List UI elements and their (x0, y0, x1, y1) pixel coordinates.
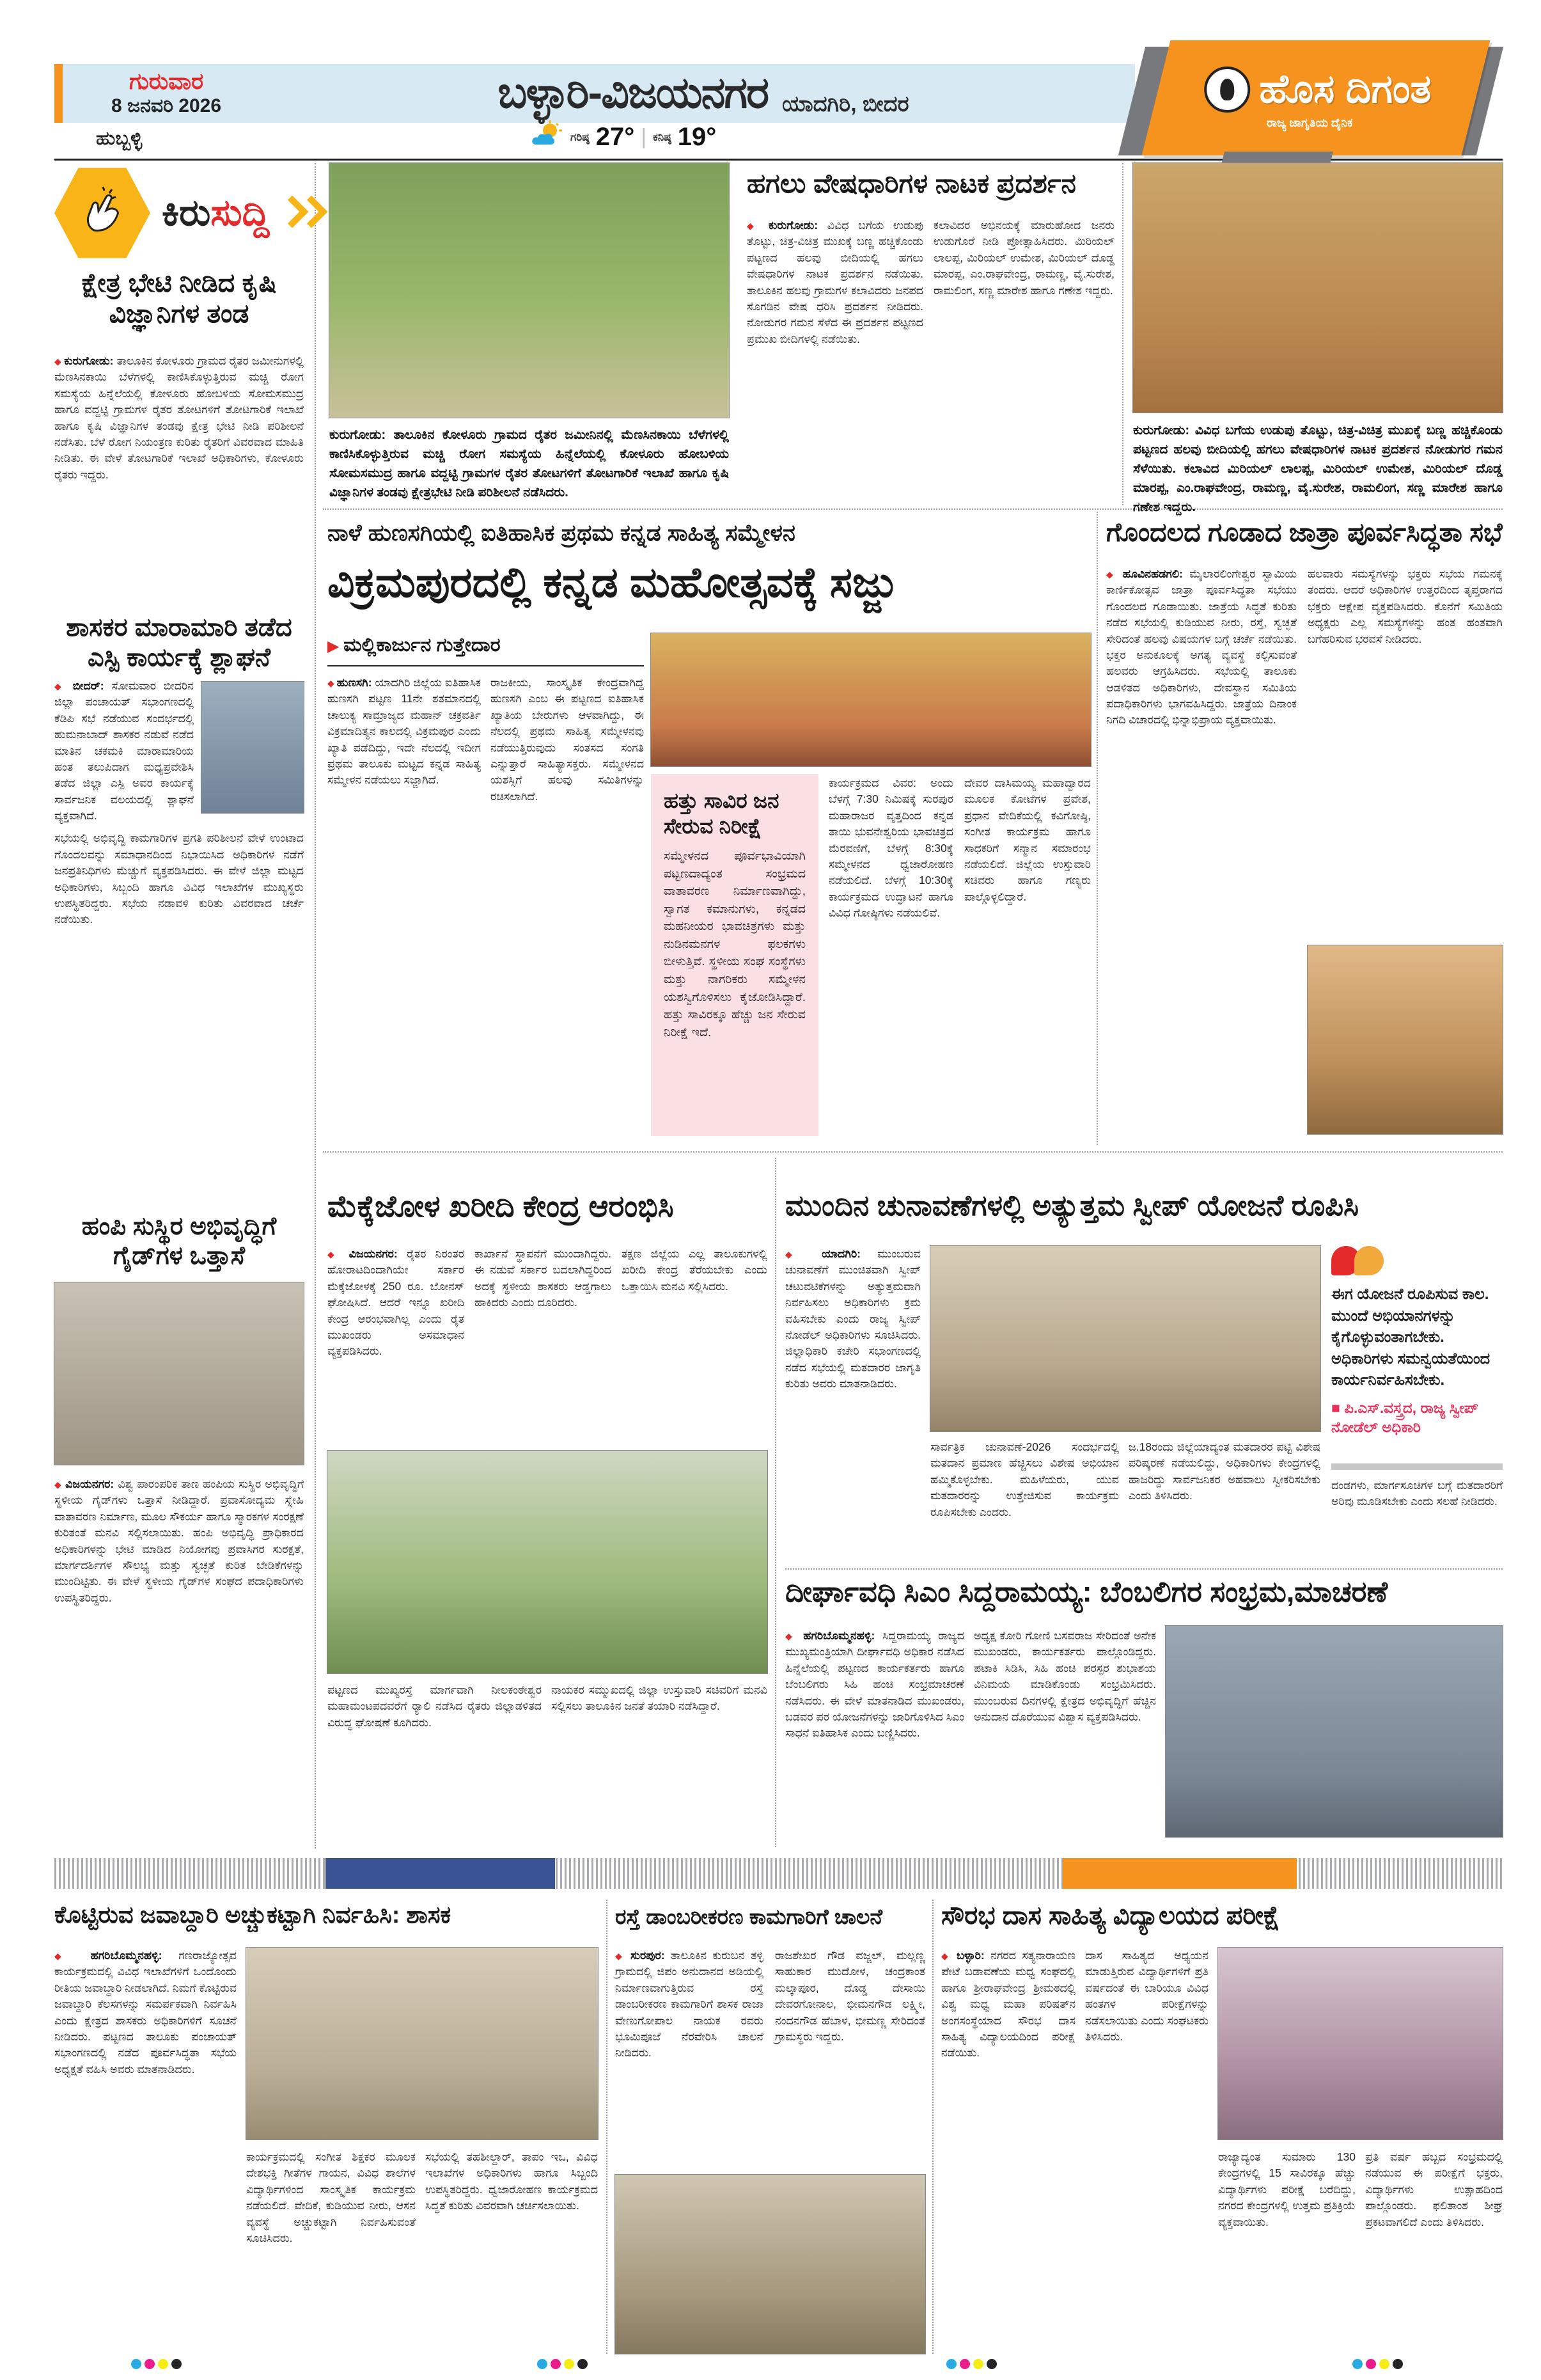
sp-body-wrap (54, 678, 304, 928)
kirusuddi-headline: ಕ್ಷೇತ್ರ ಭೇಟಿ ನೀಡಿದ ಕೃಷಿ ವಿಜ್ಞಾನಿಗಳ ತಂಡ (81, 268, 277, 329)
byline-rule (327, 665, 644, 666)
drama-headline: ಹಗಲು ವೇಷಧಾರಿಗಳ ನಾಟಕ ಪ್ರದರ್ಶನ (747, 168, 1076, 198)
bottom-c-photo (1218, 1948, 1503, 2140)
main-kicker: ನಾಳೆ ಹುಣಸಗಿಯಲ್ಲಿ ಐತಿಹಾಸಿಕ ಪ್ರಥಮ ಕನ್ನಡ ಸಾಹಿತ್ಯ ಸಮ್ಮೇಳನ (327, 519, 795, 546)
masthead-date: 8 ಜನವರಿ 2026 (111, 95, 222, 116)
cm-headline: ದೀರ್ಘಾವಧಿ ಸಿಎಂ ಸಿದ್ದರಾಮಯ್ಯ: ಬೆಂಬಲಿಗರ ಸಂಭ್ರಮ,ಮಾಚರಣೆ (785, 1575, 1388, 1608)
masthead-accent-bar (54, 64, 63, 123)
highlight-text: ಸಮ್ಮೇಳನದ ಪೂರ್ವಭಾವಿಯಾಗಿ ಪಟ್ಟಣದಾದ್ಯಂತ ಸಂಭ್ರಮದ ವಾತಾವರಣ ನಿರ್ಮಾಣವಾಗಿದ್ದು, ಸ್ವಾಗತ ಕಮಾನುಗಳು, ಕನ್ನಡದ ಮಹನೀಯರ ಭಾವಚಿತ್ರಗಳು ಮತ್ತು ನುಡಿನಮನಗಳ ಫಲಕಗಳು ಬೀಳುತ್ತಿವೆ. ಸ್ಥಳೀಯ ಸಂಘ ಸಂಸ್ಥೆಗಳು ಮತ್ತು ನಾಗರಿಕರು ಸಮ್ಮೇಳನ ಯಶಸ್ವಿಗೊಳಿಸಲು ಕೈಜೋಡಿಸಿದ್ದಾರೆ. ಹತ್ತು ಸಾವಿರಕ್ಕೂ ಹೆಚ್ಚು ಜನ ಸೇರುವ ನಿರೀಕ್ಷೆ ಇದೆ. (664, 849, 806, 1039)
sweep-headline: ಮುಂದಿನ ಚುನಾವಣೆಗಳಲ್ಲಿ ಅತ್ಯುತ್ತಮ ಸ್ವೀಪ್ ಯೋಜನೆ ರೂಪಿಸಿ (785, 1189, 1359, 1222)
snap-hand-icon (54, 165, 150, 261)
bottom-c-headline: ಸೌರಭ ದಾಸ ಸಾಹಿತ್ಯ ವಿದ್ಯಾಲಯದ ಪರೀಕ್ಷೆ (941, 1902, 1280, 1930)
bottom-b-headline: ರಸ್ತೆ ಡಾಂಬರೀಕರಣ ಕಾಮಗಾರಿಗೆ ಚಾಲನೆ (615, 1905, 883, 1928)
sp-portrait-photo (201, 682, 304, 813)
rule-mid-band (1097, 512, 1098, 1145)
hampi-photo (54, 1282, 304, 1465)
logo-plate (1142, 40, 1490, 155)
bottom-c-col1: ◆ ಬಳ್ಳಾರಿ: ನಗರದ ಸತ್ಯನಾರಾಯಣ ಪೇಟೆ ಬಡಾವಣೆಯ ಮಧ್ವ ಸಂಘದಲ್ಲಿ ಹಾಗೂ ಶ್ರೀರಾಘವೇಂದ್ರ ಶ್ರೀಮಠದಲ್ಲಿ ವಿಶ್ವ ಮಧ್ವ ಮಹಾ ಪರಿಷತ್‌ನ ಅಂಗಸಂಸ್ಥೆಯಾದ ಸೌರಭ ದಾಸ ಸಾಹಿತ್ಯ ವಿದ್ಯಾಲಯದಿಂದ ಪರೀಕ್ಷೆ ನಡೆಯಿತು. (941, 1948, 1076, 2354)
rule-above-cm (785, 1568, 1503, 1570)
masthead-day: ಗುರುವಾರ (129, 68, 204, 94)
registration-dots-3 (946, 2359, 1000, 2372)
bottom-a-photo (246, 1948, 598, 2140)
logo-name: ಹೊಸ ದಿಗಂತ (1259, 67, 1432, 111)
rule-below-main (323, 1151, 1503, 1153)
weather-min-value: 19° (677, 123, 717, 151)
weather-strip: ಗರಿಷ್ಠ 27° | ಕನಿಷ್ಠ 19° (531, 120, 799, 154)
field-visit-photo (329, 163, 729, 418)
main-headline: ವಿಕ್ರಮಪುರದಲ್ಲಿ ಕನ್ನಡ ಮಹೋತ್ಸವಕ್ಕೆ ಸಜ್ಜು (327, 558, 897, 606)
costume-caption: ಕುರುಗೋಡು: ವಿವಿಧ ಬಗೆಯ ಉಡುಪು ತೊಟ್ಟು, ಚಿತ್ರ-ವಿಚಿತ್ರ ಮುಖಕ್ಕೆ ಬಣ್ಣ ಹಚ್ಚಿಕೊಂಡು ಪಟ್ಟಣದ ಹಲವು ಬೀದಿಯಲ್ಲಿ ಹಗಲು ವೇಷಧಾರಿಗಳ ನಾಟಕ ಪ್ರದರ್ಶನ ನೋಡುಗರ ಗಮನ ಸೆಳೆಯಿತು. ಕಲಾವಿದ ಮಿರಿಯಲ್ ಲಾಲಪ್ಪ, ಮಿರಿಯಲ್ ಉಮೇಶ, ಮಿರಿಯಲ್ ದೊಡ್ಡ ಮಾರಪ್ಪ, ಎಂ.ರಾಘವೇಂದ್ರ, ರಾಮಣ್ಣ, ವೈ.ಸುರೇಶ, ರಾಮಲಿಂಗ, ಸಣ್ಣ ಮಾರೇಶ ಹಾಗೂ ಗಣೇಶ ಇದ್ದರು. (1133, 423, 1503, 514)
mekke-col4: ಪಟ್ಟಣದ ಮುಖ್ಯರಸ್ತೆ ಮಾರ್ಗವಾಗಿ ನೀಲಕಂಠೇಶ್ವರ ಮಹಾಮಂಟಪದವರೆಗೆ ರ‍್ಯಾಲಿ ನಡೆಸಿದ ರೈತರು ಜಿಲ್ಲಾಡಳಿತದ ವಿರುದ್ಧ ಘೋಷಣೆ ಕೂಗಿದರು. (327, 1683, 542, 1729)
sp-body: ◆ ಬೀದರ್: ಸೋಮವಾರ ಬೀದರಿನ ಜಿಲ್ಲಾ ಪಂಚಾಯತ್ ಸಭಾಂಗಣದಲ್ಲಿ ಕೆಡಿಪಿ ಸಭೆ ನಡೆಯುವ ಸಂದರ್ಭದಲ್ಲಿ ಹುಮನಾಬಾದ್ ಶಾಸಕರ ನಡುವೆ ನಡೆದ ಮಾತಿನ ಚಕಮಕಿ ಮಾರಾಮಾರಿಯ ಹಂತ ತಲುಪಿದಾಗ ಮಧ್ಯಪ್ರವೇಶಿಸಿ ತಡೆದ ಜಿಲ್ಲಾ ಎಸ್ಪಿ ಅವರ ಕಾರ್ಯಕ್ಕೆ ಸಾರ್ವಜನಿಕ ವಲಯದಲ್ಲಿ ಶ್ಲಾಘನೆ ವ್ಯಕ್ತವಾಗಿದೆ. (54, 678, 304, 824)
sweep-quote-box (1331, 1246, 1503, 1437)
kirusuddi-brand-black: ಕಿರು (162, 192, 211, 233)
sweep-photo (930, 1246, 1320, 1431)
main-col3: ಕಾರ್ಯಕ್ರಮದ ವಿವರ: ಅಂದು ಬೆಳಗ್ಗೆ 7:30 ನಿಮಿಷಕ್ಕೆ ಸುರಪುರ ಮಹಾರಾಜರ ವೃತ್ತದಿಂದ ಕನ್ನಡ ತಾಯಿ ಭುವನೇಶ್ವರಿಯ ಭಾವಚಿತ್ರದ ಮೆರವಣಿಗೆ, ಬೆಳಗ್ಗೆ 8:30ಕ್ಕೆ ಸಮ್ಮೇಳನದ ಧ್ವಜಾರೋಹಣ ನಡೆಯಲಿದೆ. ಬೆಳಗ್ಗೆ 10:30ಕ್ಕೆ ಕಾರ್ಯಕ್ರಮದ ಉದ್ಘಾಟನೆ ಹಾಗೂ ವಿವಿಧ ಗೋಷ್ಠಿಗಳು ನಡೆಯಲಿವೆ. (829, 776, 953, 919)
quote-icon (1331, 1246, 1503, 1279)
weather-max-value: 27° (595, 123, 635, 151)
rule-bottom-2 (932, 1900, 934, 2354)
main-col2: ರಾಜಕೀಯ, ಸಾಂಸ್ಕೃತಿಕ ಕೇಂದ್ರವಾಗಿದ್ದ ಹುಣಸಗಿ ಎಂಬ ಈ ಪಟ್ಟಣದ ಐತಿಹಾಸಿಕ ಖ್ಯಾತಿಯ ಬೇರುಗಳು ಆಳವಾಗಿದ್ದು, ಈ ನೆಲದಲ್ಲಿ ಪ್ರಥಮ ಸಾಹಿತ್ಯ ಸಮ್ಮೇಳನವು ನಡೆಯುತ್ತಿರುವುದು ಸಂತಸದ ಸಂಗತಿ ಎನ್ನುತ್ತಾರೆ ಸಾಹಿತ್ಯಾಸಕ್ತರು. ಸಮ್ಮೇಳನದ ಯಶಸ್ಸಿಗೆ ಹಲವು ಸಮಿತಿಗಳನ್ನು ರಚಿಸಲಾಗಿದೆ. (490, 676, 644, 803)
rule-bottom-1 (606, 1900, 607, 2354)
drama-col2: ಕಲಾವಿದರ ಅಭಿನಯಕ್ಕೆ ಮಾರುಹೋದ ಜನರು ಉಡುಗೊರೆ ನೀಡಿ ಪ್ರೋತ್ಸಾಹಿಸಿದರು. ಮಿರಿಯಲ್ ಲಾಲಪ್ಪ, ಮಿರಿಯಲ್ ಉಮೇಶ, ಮಿರಿಯಲ್ ದೊಡ್ಡ ಮಾರಪ್ಪ, ಎಂ.ರಾಘವೇಂದ್ರ, ರಾಮಣ್ಣ, ವೈ.ಸುರೇಶ, ರಾಮಲಿಂಗ, ಸಣ್ಣ ಮಾರೇಶ ಹಾಗೂ ಗಣೇಶ ಇದ್ದರು. (934, 219, 1115, 297)
main-col4: ದೇವರ ದಾಸಿಮಯ್ಯ ಮಹಾದ್ವಾರದ ಮೂಲಕ ಕೋಟೆಗಳ ಪ್ರವೇಶ, ಪ್ರಧಾನ ವೇದಿಕೆಯಲ್ಲಿ ಕವಿಗೋಷ್ಠಿ, ಸಂಗೀತ ಕಾರ್ಯಕ್ರಮ ಹಾಗೂ ಸಾಧಕರಿಗೆ ಸನ್ಮಾನ ಸಮಾರಂಭ ನಡೆಯಲಿದೆ. ಜಿಲ್ಲೆಯ ಉಸ್ತುವಾರಿ ಸಚಿವರು ಹಾಗೂ ಗಣ್ಯರು ಪಾಲ್ಗೊಳ್ಳಲಿದ್ದಾರೆ. (964, 776, 1091, 903)
quote-text: ಈಗ ಯೋಜನೆ ರೂಪಿಸುವ ಕಾಲ. ಮುಂದೆ ಅಭಿಯಾನಗಳನ್ನು ಕೈಗೊಳ್ಳುವಂತಾಗಬೇಕು. ಅಧಿಕಾರಿಗಳು ಸಮನ್ವಯತೆಯಿಂದ ಕಾರ್ಯನಿರ್ವಹಿಸಬೇಕು. (1331, 1286, 1490, 1389)
main-col1: ◆ ಹುಣಸಗಿ: ಯಾದಗಿರಿ ಜಿಲ್ಲೆಯ ಐತಿಹಾಸಿಕ ಹುಣಸಗಿ ಪಟ್ಟಣ 11ನೇ ಶತಮಾನದಲ್ಲಿ ಚಾಲುಕ್ಯ ಸಾಮ್ರಾಜ್ಯದ ಮಹಾನ್ ಚಕ್ರವರ್ತಿ ವಿಕ್ರಮಾದಿತ್ಯನ ಕಾಲದಲ್ಲಿ ವಿಕ್ರಮಪುರ ಎಂದು ಖ್ಯಾತಿ ಪಡೆದಿದ್ದು, ಇದೇ ನೆಲದಲ್ಲಿ ಇದೀಗ ಪ್ರಥಮ ತಾಲೂಕು ಮಟ್ಟದ ಕನ್ನಡ ಸಾಹಿತ್ಯ ಸಮ್ಮೇಳನ ನಡೆಯಲು ಸಜ್ಜಾಗಿದೆ. (327, 675, 481, 1142)
kirusuddi-brand (54, 165, 323, 261)
bottom-a-headline: ಕೊಟ್ಟಿರುವ ಜವಾಬ್ದಾರಿ ಅಚ್ಚುಕಟ್ಟಾಗಿ ನಿರ್ವಹಿಸಿ: ಶಾಸಕ (54, 1902, 451, 1928)
weather-min-label: ಕನಿಷ್ಠ (653, 130, 671, 143)
cm-col2: ಅಧ್ಯಕ್ಷ ಕೋರಿ ಗೋಣಿ ಬಸವರಾಜ ಸೇರಿದಂತೆ ಅನೇಕ ಮುಖಂಡರು, ಕಾರ್ಯಕರ್ತರು ಪಾಲ್ಗೊಂಡಿದ್ದರು. ಪಟಾಕಿ ಸಿಡಿಸಿ, ಸಿಹಿ ಹಂಚಿ ಪರಸ್ಪರ ಶುಭಾಶಯ ವಿನಿಮಯ ಮಾಡಿಕೊಂಡು ಸಂಭ್ರಮಿಸಿದರು. ಮುಂಬರುವ ದಿನಗಳಲ್ಲಿ ಕ್ಷೇತ್ರದ ಅಭಿವೃದ್ಧಿಗೆ ಹೆಚ್ಚಿನ ಅನುದಾನ ದೊರೆಯುವ ವಿಶ್ವಾಸ ವ್ಯಕ್ತಪಡಿಸಿದರು. (974, 1629, 1156, 1723)
gondala-col2: ಹಲವಾರು ಸಮಸ್ಯೆಗಳನ್ನು ಭಕ್ತರು ಸಭೆಯ ಗಮನಕ್ಕೆ ತಂದರು. ಆದರೆ ಅಧಿಕಾರಿಗಳ ಉತ್ತರದಿಂದ ತೃಪ್ತರಾಗದ ಭಕ್ತರು ಆಕ್ಷೇಪ ವ್ಯಕ್ತಪಡಿಸಿದರು. ಕೊನೆಗೆ ಸಮಿತಿಯ ಅಧ್ಯಕ್ಷರು ಎಲ್ಲ ಸಮಸ್ಯೆಗಳನ್ನು ಹಂತ ಹಂತವಾಗಿ ಬಗೆಹರಿಸುವ ಭರವಸೆ ನೀಡಿದರು. (1308, 567, 1503, 645)
bottom-c-below1: ರಾಜ್ಯಾದ್ಯಂತ ಸುಮಾರು 130 ಕೇಂದ್ರಗಳಲ್ಲಿ 15 ಸಾವಿರಕ್ಕೂ ಹೆಚ್ಚು ವಿದ್ಯಾರ್ಥಿಗಳು ಪರೀಕ್ಷೆ ಬರೆದಿದ್ದು, ನಗರದ ಕೇಂದ್ರಗಳಲ್ಲಿ ಉತ್ತಮ ಪ್ರತಿಕ್ರಿಯೆ ವ್ಯಕ್ತವಾಯಿತು. (1218, 2150, 1356, 2228)
logo-emblem-icon (1205, 67, 1251, 113)
gondala-col1: ◆ ಹೂವಿನಹಡಗಲಿ: ಮೈಲಾರಲಿಂಗೇಶ್ವರ ಸ್ವಾಮಿಯ ಕಾರ್ಣಿಕೋತ್ಸವ ಜಾತ್ರಾ ಪೂರ್ವಸಿದ್ಧತಾ ಸಭೆಯು ಗೊಂದಲದ ಗೂಡಾಯಿತು. ಜಾತ್ರೆಯ ಸಿದ್ಧತೆ ಕುರಿತು ನಡೆದ ಸಭೆಯಲ್ಲಿ ಕುಡಿಯುವ ನೀರು, ರಸ್ತೆ, ಸ್ವಚ್ಛತೆ ಸೇರಿದಂತೆ ಹಲವು ವಿಷಯಗಳ ಬಗ್ಗೆ ಚರ್ಚೆ ನಡೆಯಿತು. ಭಕ್ತರ ಅನುಕೂಲಕ್ಕೆ ಅಗತ್ಯ ವ್ಯವಸ್ಥೆ ಕಲ್ಪಿಸುವಂತೆ ಹಲವರು ಆಗ್ರಹಿಸಿದರು. ಸಭೆಯಲ್ಲಿ ತಾಲೂಕು ಆಡಳಿತದ ಅಧಿಕಾರಿಗಳು, ದೇವಸ್ಥಾನ ಸಮಿತಿಯ ಪದಾಧಿಕಾರಿಗಳು ಭಾಗವಹಿಸಿದ್ದರು. ಜಾತ್ರೆಯ ದಿನಾಂಕ ನಿಗದಿ ವಿಚಾರದಲ್ಲಿ ಭಿನ್ನಾಭಿಪ್ರಾಯ ವ್ಯಕ್ತವಾಯಿತು. (1106, 566, 1297, 1139)
registration-dots-1 (131, 2359, 185, 2372)
registration-dots-4 (1352, 2359, 1406, 2372)
cm-col1: ◆ ಹಗರಿಬೊಮ್ಮನಹಳ್ಳಿ: ಸಿದ್ದರಾಮಯ್ಯ ರಾಜ್ಯದ ಮುಖ್ಯಮಂತ್ರಿಯಾಗಿ ದೀರ್ಘಾವಧಿ ಅಧಿಕಾರ ನಡೆಸಿದ ಹಿನ್ನೆಲೆಯಲ್ಲಿ ಪಟ್ಟಣದ ಕಾರ್ಯಕರ್ತರು ಹಾಗೂ ಬೆಂಬಲಿಗರು ಸಿಹಿ ಹಂಚಿ ಸಂಭ್ರಮಾಚರಣೆ ನಡೆಸಿದರು. ಈ ವೇಳೆ ಮಾತನಾಡಿದ ಮುಖಂಡರು, ಬಡವರ ಪರ ಯೋಜನೆಗಳನ್ನು ಜಾರಿಗೊಳಿಸಿದ ಸಿಎಂ ಸಾಧನೆ ಐತಿಹಾಸಿಕ ಎಂದು ಬಣ್ಣಿಸಿದರು. (785, 1628, 964, 1842)
mekke-col5: ನಾಯಕರ ಸಮ್ಮುಖದಲ್ಲಿ ಜಿಲ್ಲಾ ಉಸ್ತುವಾರಿ ಸಚಿವರಿಗೆ ಮನವಿ ಸಲ್ಲಿಸಲು ತಾಲೂಕಿನ ಜನತೆ ತಯಾರಿ ನಡೆಸಿದ್ದಾರೆ. (551, 1683, 767, 1713)
main-byline: ▶ ಮಲ್ಲಿಕಾರ್ಜುನ ಗುತ್ತೇದಾರ (327, 634, 501, 656)
footer-orange-block (1063, 1858, 1297, 1889)
bottom-b-col1: ◆ ಸುರಪುರ: ತಾಲೂಕಿನ ಕುರುಬನ ತಳ್ಳಿ ಗ್ರಾಮದಲ್ಲಿ ಜಿಪಂ ಅನುದಾನದ ಅಡಿಯಲ್ಲಿ ನಿರ್ಮಾಣವಾಗುತ್ತಿರುವ ರಸ್ತೆ ಡಾಂಬರೀಕರಣ ಕಾಮಗಾರಿಗೆ ಶಾಸಕ ರಾಜಾ ವೇಣುಗೋಪಾಲ ನಾಯಕ ರವರು ಭೂಮಿಪೂಜೆ ನೆರವೇರಿಸಿ ಚಾಲನೆ ನೀಡಿದರು. (615, 1948, 763, 2171)
registration-dots-2 (537, 2359, 591, 2372)
masthead-title: ಬಳ್ಳಾರಿ-ವಿಜಯನಗರ (497, 68, 769, 117)
masthead-datebox (70, 68, 262, 117)
mekke-col1: ◆ ವಿಜಯನಗರ: ರೈತರ ನಿರಂತರ ಹೋರಾಟದಿಂದಾಗಿಯೇ ಸರ್ಕಾರ ಮೆಕ್ಕೆಜೋಳಕ್ಕೆ 250 ರೂ. ಬೋನಸ್ ಘೋಷಿಸಿದೆ. ಆದರೆ ಇನ್ನೂ ಖರೀದಿ ಕೇಂದ್ರ ಆರಂಭವಾಗಿಲ್ಲ ಎಂದು ರೈತ ಮುಖಂಡರು ಅಸಮಾಧಾನ ವ್ಯಕ್ತಪಡಿಸಿದರು. (327, 1246, 464, 1441)
kirusuddi-body: ◆ ಕುರುಗೋಡು: ತಾಲೂಕಿನ ಕೋಳೂರು ಗ್ರಾಮದ ರೈತರ ಜಮೀನುಗಳಲ್ಲಿ ಮೆಣಸಿನಕಾಯಿ ಬೆಳೆಗಳಲ್ಲಿ ಕಾಣಿಸಿಕೊಳ್ಳುತ್ತಿರುವ ಮಚ್ಚಿ ರೋಗ ಸಮಸ್ಯೆಯ ಹಿನ್ನೆಲೆಯಲ್ಲಿ ಕೋಳೂರು ಹೋಬಳಿಯ ಸೋಮಸಮುದ್ರ ಹಾಗೂ ವದ್ದಟ್ಟಿ ಗ್ರಾಮಗಳ ರೈತರ ತೋಟಗಳಿಗೆ ತೋಟಗಾರಿಕೆ ಇಲಾಖೆ ಹಾಗೂ ಕೃಷಿ ವಿಜ್ಞಾನಿಗಳ ತಂಡವು ಕ್ಷೇತ್ರ ಭೇಟಿ ನೀಡಿ ಪರಿಶೀಲನೆ ನಡೆಸಿತು. ಬೆಳೆ ರೋಗ ನಿಯಂತ್ರಣ ಕುರಿತು ರೈತರಿಗೆ ವಿವರವಾದ ಮಾಹಿತಿ ನೀಡಿತು. ಈ ವೇಳೆ ತೋಟಗಾರಿಕೆ ಇಲಾಖೆ ಅಧಿಕಾರಿಗಳು, ಕೋಳೂರು ರೈತರು ಇದ್ದರು. (54, 353, 304, 609)
bottom-b-photo (615, 2175, 925, 2354)
gondala-headline: ಗೊಂದಲದ ಗೂಡಾದ ಜಾತ್ರಾ ಪೂರ್ವಸಿದ್ಧತಾ ಸಭೆ (1106, 517, 1503, 547)
mekke-col2: ಕಾರ್ಖಾನೆ ಸ್ಥಾಪನೆಗೆ ಮುಂದಾಗಿದ್ದರು. ಈ ನಡುವೆ ಸರ್ಕಾರ ಬದಲಾಗಿದ್ದರಿಂದ ಅದಕ್ಕೆ ಸ್ಥಳೀಯ ಶಾಸಕರು ಆಡ್ಡಗಾಲು ಹಾಕಿದರು ಎಂದು ದೂರಿದರು. (474, 1247, 611, 1309)
edition-city: ಹುಬ್ಬಳ್ಳಿ (96, 128, 143, 149)
rule-top-band (1122, 163, 1123, 505)
bottom-c-col2: ದಾಸ ಸಾಹಿತ್ಯದ ಅಧ್ಯಯನ ಮಾಡುತ್ತಿರುವ ವಿದ್ಯಾರ್ಥಿಗಳಿಗೆ ಪ್ರತಿ ವರ್ಷದಂತೆ ಈ ಬಾರಿಯೂ ವಿವಿಧ ಹಂತಗಳ ಪರೀಕ್ಷೆಗಳನ್ನು ನಡೆಸಲಾಯಿತು ಎಂದು ಸಂಘಟಕರು ತಿಳಿಸಿದರು. (1085, 1949, 1209, 2043)
main-photo (651, 633, 1091, 766)
mekke-photo (327, 1451, 767, 1673)
mekke-col3: ತಕ್ಷಣ ಜಿಲ್ಲೆಯ ಎಲ್ಲ ತಾಲೂಕುಗಳಲ್ಲಿ ಖರೀದಿ ಕೇಂದ್ರ ತೆರೆಯಬೇಕು ಎಂದು ಒತ್ತಾಯಿಸಿ ಮನವಿ ಸಲ್ಲಿಸಿದರು. (622, 1247, 767, 1293)
bottom-b-col2: ರಾಜಶೇಖರ ಗೌಡ ವಜ್ಜಲ್, ಮಲ್ಲಣ್ಣ ಸಾಹುಕಾರ ಮುದೋಳ, ಚಂದ್ರಕಾಂತ ಮಲ್ಕಾಪೂರ, ದೊಡ್ಡ ದೇಸಾಯಿ ದೇವರಗೋನಾಲ, ಭೀಮನಗೌಡ ಲಕ್ಷ್ಮೀ, ನಂದನಗೌಡ ಹೆಬಾಳ, ಭೀಮಣ್ಣ ಸೇರಿದಂತೆ ಗ್ರಾಮಸ್ಥರು ಇದ್ದರು. (775, 1949, 925, 2043)
masthead-title-wrap (275, 64, 1132, 123)
gondala-photo (1308, 945, 1503, 1134)
chevrons-icon (285, 200, 323, 226)
bottom-a-below2: ಸಭೆಯಲ್ಲಿ ತಹಶೀಲ್ದಾರ್, ತಾಪಂ ಇಒ, ವಿವಿಧ ಇಲಾಖೆಗಳ ಅಧಿಕಾರಿಗಳು ಹಾಗೂ ಸಿಬ್ಬಂದಿ ಉಪಸ್ಥಿತರಿದ್ದರು. ಧ್ವಜಾರೋಹಣ ಕಾರ್ಯಕ್ರಮದ ಸಿದ್ಧತೆ ಕುರಿತು ವಿವರವಾಗಿ ಚರ್ಚಿಸಲಾಯಿತು. (425, 2150, 598, 2212)
kirusuddi-brand-red: ಸುದ್ದಿ (210, 192, 270, 233)
bottom-a-below1: ಕಾರ್ಯಕ್ರಮದಲ್ಲಿ ಸಂಗೀತ ಶಿಕ್ಷಕರ ಮೂಲಕ ದೇಶಭಕ್ತಿ ಗೀತೆಗಳ ಗಾಯನ, ವಿವಿಧ ಶಾಲೆಗಳ ವಿದ್ಯಾರ್ಥಿಗಳಿಂದ ಸಾಂಸ್ಕೃತಿಕ ಕಾರ್ಯಕ್ರಮ ನಡೆಯಲಿದೆ. ವೇದಿಕೆ, ಕುಡಿಯುವ ನೀರು, ಆಸನ ವ್ಯವಸ್ಥೆ ಅಚ್ಚುಕಟ್ಟಾಗಿ ನಿರ್ವಹಿಸುವಂತೆ ಸೂಚಿಸಿದರು. (246, 2150, 416, 2244)
main-highlight-box (651, 774, 818, 1136)
weather-max-label: ಗರಿಷ್ಠ (570, 130, 590, 143)
sp-body2: ಸಭೆಯಲ್ಲಿ ಅಭಿವೃದ್ಧಿ ಕಾಮಗಾರಿಗಳ ಪ್ರಗತಿ ಪರಿಶೀಲನೆ ವೇಳೆ ಉಂಟಾದ ಗೊಂದಲವನ್ನು ಸಮಾಧಾನದಿಂದ ನಿಭಾಯಿಸಿದ ಅಧಿಕಾರಿಗಳ ನಡೆಗೆ ಜನಪ್ರತಿನಿಧಿಗಳು ಮೆಚ್ಚುಗೆ ವ್ಯಕ್ತಪಡಿಸಿದರು. ಈ ವೇಳೆ ಜಿಲ್ಲಾ ಮಟ್ಟದ ಅಧಿಕಾರಿಗಳು, ಸಿಬ್ಬಂದಿ ಹಾಗೂ ವಿವಿಧ ಇಲಾಖೆಗಳ ಮುಖ್ಯಸ್ಥರು ಉಪಸ್ಥಿತರಿದ್ದರು. ಸಭೆಯ ನಡಾವಳಿ ಕುರಿತು ವಿವರವಾದ ಚರ್ಚೆ ನಡೆಯಿತು. (54, 831, 304, 926)
sweep-below2: ಜ.18ರಂದು ಜಿಲ್ಲೆಯಾದ್ಯಂತ ಮತದಾರರ ಪಟ್ಟಿ ವಿಶೇಷ ಪರಿಷ್ಕರಣೆ ನಡೆಯಲಿದ್ದು, ಅಧಿಕಾರಿಗಳು ಕೇಂದ್ರಗಳಲ್ಲಿ ಹಾಜರಿದ್ದು ಸಾರ್ವಜನಿಕರ ಅಹವಾಲು ಸ್ವೀಕರಿಸಬೇಕು ಎಂದು ತಿಳಿಸಿದರು. (1129, 1440, 1320, 1502)
highlight-title: ಹತ್ತು ಸಾವಿರ ಜನ ಸೇರುವ ನಿರೀಕ್ಷೆ (664, 789, 779, 838)
logo-tagline: ರಾಜ್ಯ ಜಾಗೃತಿಯ ದೈನಿಕ (1267, 116, 1353, 129)
quote-divider (1331, 1463, 1503, 1470)
sweep-quote-tail: ದಂಡಗಳು, ಮಾರ್ಗಸೂಚಿಗಳ ಬಗ್ಗೆ ಮತದಾರರಿಗೆ ಅರಿವು ಮೂಡಿಸಬೇಕು ಎಂದು ಸಲಹೆ ನೀಡಿದರು. (1331, 1479, 1503, 1508)
mekke-headline: ಮೆಕ್ಕೆಜೋಳ ಖರೀದಿ ಕೇಂದ್ರ ಆರಂಭಿಸಿ (327, 1189, 674, 1223)
cm-photo (1166, 1626, 1503, 1837)
quote-attribution: ■ ಪಿ.ಎಸ್.ವಸ್ತ್ರದ, ರಾಜ್ಯ ಸ್ವೀಪ್ ನೋಡೆಲ್ ಅಧಿಕಾರಿ (1331, 1399, 1503, 1437)
field-visit-caption: ಕುರುಗೋಡು: ತಾಲೂಕಿನ ಕೋಳೂರು ಗ್ರಾಮದ ರೈತರ ಜಮೀನಿನಲ್ಲಿ ಮೆಣಸಿನಕಾಯಿ ಬೆಳೆಗಳಲ್ಲಿ ಕಾಣಿಸಿಕೊಳ್ಳುತ್ತಿರುವ ಮಚ್ಚಿ ರೋಗ ಸಮಸ್ಯೆಯ ಹಿನ್ನೆಲೆಯಲ್ಲಿ ಕೋಳೂರು ಹೋಬಳಿಯ ಸೋಮಸಮುದ್ರ ಹಾಗೂ ವದ್ದಟ್ಟಿ ಗ್ರಾಮಗಳ ರೈತರ ತೋಟಗಳಿಗೆ ತೋಟಗಾರಿಕೆ ಇಲಾಖೆ ಹಾಗೂ ಕೃಷಿ ವಿಜ್ಞಾನಿಗಳ ತಂಡವು ಕ್ಷೇತ್ರಭೇಟಿ ನೀಡಿ ಪರಿಶೀಲನೆ ನಡೆಸಿದರು. (329, 428, 729, 500)
bottom-a-col1: ◆ ಹಗರಿಬೊಮ್ಮನಹಳ್ಳಿ: ಗಣರಾಜ್ಯೋತ್ಸವ ಕಾರ್ಯಕ್ರಮದಲ್ಲಿ ವಿವಿಧ ಇಲಾಖೆಗಳಿಗೆ ಒಂದೊಂದು ರೀತಿಯ ಜವಾಬ್ದಾರಿ ನೀಡಲಾಗಿದೆ. ನಿಮಗೆ ಕೊಟ್ಟಿರುವ ಜವಾಬ್ದಾರಿ ಕೆಲಸಗಳನ್ನು ಸಮರ್ಪಕವಾಗಿ ನಿರ್ವಹಿಸಿ ಎಂದು ಕ್ಷೇತ್ರದ ಶಾಸಕರು ಅಧಿಕಾರಿಗಳಿಗೆ ಸೂಚನೆ ನೀಡಿದರು. ಪಟ್ಟಣದ ತಾಲೂಕು ಪಂಚಾಯತ್ ಸಭಾಂಗಣದಲ್ಲಿ ನಡೆದ ಪೂರ್ವಸಿದ್ಧತಾ ಸಭೆಯ ಅಧ್ಯಕ್ಷತೆ ವಹಿಸಿ ಅವರು ಮಾತನಾಡಿದರು. (54, 1948, 237, 2354)
footer-blue-block (325, 1858, 555, 1889)
weather-icon (531, 120, 564, 154)
costume-photo (1133, 163, 1503, 413)
rule-mekke-sweep (775, 1158, 776, 1847)
sp-headline: ಶಾಸಕರ ಮಾರಾಮಾರಿ ತಡೆದ ಎಸ್ಪಿ ಕಾರ್ಯಕ್ಕೆ ಶ್ಲಾಘನೆ (66, 613, 292, 672)
hampi-body: ◆ ವಿಜಯನಗರ: ವಿಶ್ವ ಪಾರಂಪರಿಕ ತಾಣ ಹಂಪಿಯ ಸುಸ್ಥಿರ ಅಭಿವೃದ್ಧಿಗೆ ಸ್ಥಳೀಯ ಗೈಡ್‌ಗಳು ಒತ್ತಾಸೆ ನೀಡಿದ್ದಾರೆ. ಪ್ರವಾಸೋದ್ಯಮ ಸ್ನೇಹಿ ವಾತಾವರಣ ನಿರ್ಮಾಣ, ಮೂಲ ಸೌಕರ್ಯ ಹಾಗೂ ಸ್ಮಾರಕಗಳ ಸಂರಕ್ಷಣೆ ಕುರಿತಂತೆ ಮನವಿ ಸಲ್ಲಿಸಲಾಯಿತು. ಹಂಪಿ ಅಭಿವೃದ್ಧಿ ಪ್ರಾಧಿಕಾರದ ಅಧಿಕಾರಿಗಳನ್ನು ಭೇಟಿ ಮಾಡಿದ ನಿಯೋಗವು ಪ್ರವಾಸಿಗರ ಸುರಕ್ಷತೆ, ಮಾರ್ಗದರ್ಶಿಗಳ ಸೌಲಭ್ಯ ಮತ್ತು ಸ್ವಚ್ಛತೆ ಕುರಿತ ಬೇಡಿಕೆಗಳನ್ನು ಮುಂದಿಟ್ಟಿತು. ಈ ವೇಳೆ ಸ್ಥಳೀಯ ಗೈಡ್‌ಗಳ ಸಂಘದ ಪದಾಧಿಕಾರಿಗಳು ಉಪಸ್ಥಿತರಿದ್ದರು. (54, 1476, 304, 1844)
bottom-c-below2: ಪ್ರತಿ ವರ್ಷ ಹಬ್ಬದ ಸಂಭ್ರಮದಲ್ಲಿ ನಡೆಯುವ ಈ ಪರೀಕ್ಷೆಗೆ ಭಕ್ತರು, ವಿದ್ಯಾರ್ಥಿಗಳು ಉತ್ಸಾಹದಿಂದ ಪಾಲ್ಗೊಂಡರು. ಫಲಿತಾಂಶ ಶೀಘ್ರ ಪ್ರಕಟವಾಗಲಿದೆ ಎಂದು ತಿಳಿಸಿದರು. (1365, 2150, 1503, 2228)
masthead-districts: ಯಾದಗಿರಿ, ಬೀದರ (782, 91, 909, 116)
hampi-headline: ಹಂಪಿ ಸುಸ್ಥಿರ ಅಭಿವೃದ್ಧಿಗೆ ಗೈಡ್‌ಗಳ ಒತ್ತಾಸೆ (81, 1213, 277, 1270)
rule-left-rail (315, 163, 316, 1848)
sweep-below1: ಸಾರ್ವತ್ರಿಕ ಚುನಾವಣೆ-2026 ಸಂದರ್ಭದಲ್ಲಿ ಮತದಾನ ಪ್ರಮಾಣ ಹೆಚ್ಚಿಸಲು ವಿಶೇಷ ಅಭಿಯಾನ ಹಮ್ಮಿಕೊಳ್ಳಬೇಕು. ಮಹಿಳೆಯರು, ಯುವ ಮತದಾರರನ್ನು ಉತ್ತೇಜಿಸುವ ಕಾರ್ಯಕ್ರಮ ರೂಪಿಸಬೇಕು ಎಂದರು. (930, 1440, 1119, 1518)
drama-col1: ◆ ಕುರುಗೋಡು: ವಿವಿಧ ಬಗೆಯ ಉಡುಪು ತೊಟ್ಟು, ಚಿತ್ರ-ವಿಚಿತ್ರ ಮುಖಕ್ಕೆ ಬಣ್ಣ ಹಚ್ಚಿಕೊಂಡು ಪಟ್ಟಣದ ಹಲವು ಬೀದಿಯಲ್ಲಿ ಹಗಲು ವೇಷಧಾರಿಗಳ ನಾಟಕ ಪ್ರದರ್ಶನ ನಡೆಯಿತು. ತಾಲೂಕಿನ ಹಲವು ಗ್ರಾಮಗಳ ಕಲಾವಿದರು ಜನಪದ ಸೊಗಡಿನ ವೇಷ ಧರಿಸಿ ಪ್ರದರ್ಶನ ನೀಡಿದರು. ನೋಡುಗರ ಗಮನ ಸೆಳೆದ ಈ ಪ್ರದರ್ಶನ ಪಟ್ಟಣದ ಪ್ರಮುಖ ಬೀದಿಗಳಲ್ಲಿ ನಡೆಯಿತು. (747, 217, 923, 502)
sweep-col1: ◆ ಯಾದಗಿರಿ: ಮುಂಬರುವ ಚುನಾವಣೆಗೆ ಮುಂಚಿತವಾಗಿ ಸ್ವೀಪ್ ಚಟುವಟಿಕೆಗಳನ್ನು ಅತ್ಯುತ್ತಮವಾಗಿ ನಿರ್ವಹಿಸಲು ಅಧಿಕಾರಿಗಳು ಕ್ರಮ ವಹಿಸಬೇಕು ಎಂದು ರಾಜ್ಯ ಸ್ವೀಪ್ ನೋಡೆಲ್ ಅಧಿಕಾರಿಗಳು ಸೂಚಿಸಿದರು. ಜಿಲ್ಲಾಧಿಕಾರಿ ಕಚೇರಿ ಸಭಾಂಗಣದಲ್ಲಿ ನಡೆದ ಸಭೆಯಲ್ಲಿ ಮತದಾರರ ಜಾಗೃತಿ ಕುರಿತು ಅವರು ಮಾತನಾಡಿದರು. (785, 1246, 921, 1563)
